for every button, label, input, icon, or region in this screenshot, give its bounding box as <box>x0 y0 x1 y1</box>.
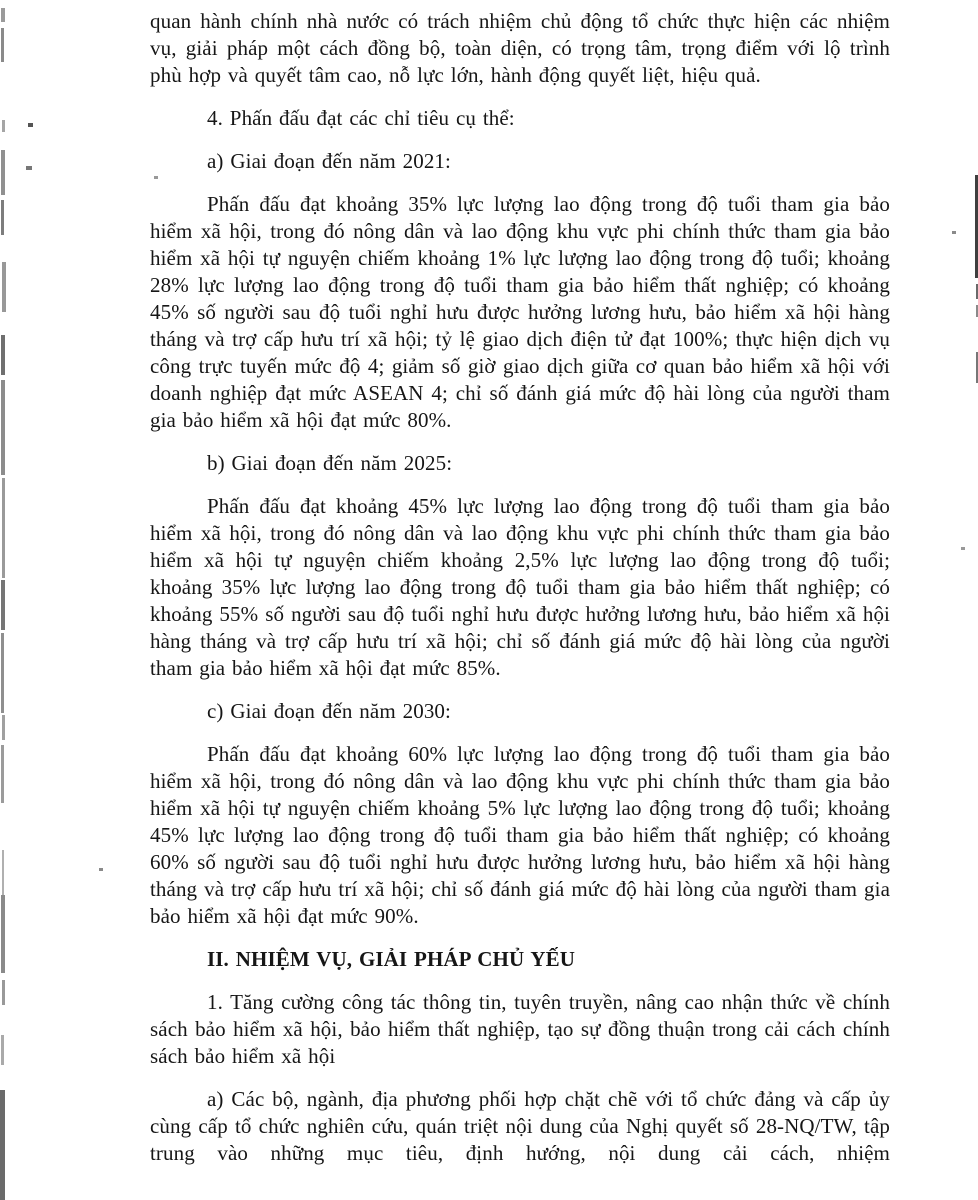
paragraph-intro-continuation: quan hành chính nhà nước có trách nhiệm chủ động tổ chức thực hiện các nhiệm vụ, giải pháp một cách đồng bộ, toàn diện, có trọng tâm, trọng điểm với lộ trình phù hợp và quyết tâm cao, nỗ lực lớn, hành động quyết liệt, hiệu quả. <box>150 9 890 87</box>
artifact-segment <box>2 478 5 578</box>
phase-2030-label: c) Giai đoạn đến năm 2030: <box>207 699 451 723</box>
phase-2025-body: Phấn đấu đạt khoảng 45% lực lượng lao động trong độ tuổi tham gia bảo hiểm xã hội, trong đó nông dân và lao động khu vực phi chính thức tham gia bảo hiểm xã hội tự nguyện chiếm khoảng 2,5% lực lượng lao động trong độ tuổi; khoảng 35% lực lượng lao động trong độ tuổi tham gia bảo hiểm thất nghiệp; có khoảng 55% số người sau độ tuổi nghỉ hưu được hưởng lương hưu, bảo hiểm xã hội hàng tháng và trợ cấp hưu trí xã hội; chỉ số đánh giá mức độ hài lòng của người tham gia bảo hiểm xã hội đạt mức 85%. <box>150 494 890 680</box>
artifact-segment <box>1 380 5 475</box>
artifact-segment <box>2 980 5 1005</box>
item-4-heading: 4. Phấn đấu đạt các chỉ tiêu cụ thể: <box>207 106 515 130</box>
phase-2021-body: Phấn đấu đạt khoảng 35% lực lượng lao động trong độ tuổi tham gia bảo hiểm xã hội, trong đó nông dân và lao động khu vực phi chính thức tham gia bảo hiểm xã hội tự nguyện chiếm khoảng 1% lực lượng lao động trong độ tuổi; khoảng 28% lực lượng lao động trong độ tuổi tham gia bảo hiểm thất nghiệp; có khoảng 45% số người sau độ tuổi nghỉ hưu được hưởng lương hưu, bảo hiểm xã hội hàng tháng và trợ cấp hưu trí xã hội; tỷ lệ giao dịch điện tử đạt 100%; thực hiện dịch vụ công trực tuyến mức độ 4; giảm số giờ giao dịch giữa cơ quan bảo hiểm xã hội với doanh nghiệp đạt mức ASEAN 4; chỉ số đánh giá mức độ hài lòng của người tham gia bảo hiểm xã hội đạt mức 80%. <box>150 192 890 432</box>
artifact-segment <box>0 1090 5 1200</box>
section-ii-heading: II. NHIỆM VỤ, GIẢI PHÁP CHỦ YẾU <box>207 947 575 971</box>
artifact-segment <box>1 8 5 22</box>
task-1-heading: 1. Tăng cường công tác thông tin, tuyên truyền, nâng cao nhận thức về chính sách bảo hiểm xã hội, bảo hiểm thất nghiệp, tạo sự đồng thuận trong cải cách chính sách bảo hiểm xã hội <box>150 990 890 1068</box>
artifact-segment <box>1 633 4 713</box>
artifact-segment <box>2 262 6 312</box>
artifact-speck <box>28 123 33 127</box>
artifact-segment <box>1 335 5 375</box>
artifact-segment <box>1 1035 4 1065</box>
artifact-segment <box>2 715 5 740</box>
artifact-segment <box>1 150 5 195</box>
artifact-speck <box>99 868 103 871</box>
artifact-segment <box>1 895 5 973</box>
document-text <box>150 8 890 1167</box>
phase-2021-label: a) Giai đoạn đến năm 2021: <box>207 149 451 173</box>
artifact-segment <box>2 120 5 132</box>
artifact-segment <box>1 580 5 630</box>
artifact-segment <box>1 200 4 235</box>
artifact-speck <box>961 547 965 550</box>
artifact-segment <box>1 745 4 803</box>
task-1a-body-cutoff: a) Các bộ, ngành, địa phương phối hợp chặt chẽ với tổ chức đảng và cấp ủy cùng cấp tổ chức nghiên cứu, quán triệt nội dung của Nghị quyết số 28-NQ/TW, tập trung vào những mục tiêu, định hướng, nội dung cải cách, nhiệm <box>150 1087 890 1165</box>
artifact-speck <box>26 166 32 170</box>
artifact-speck <box>952 231 956 234</box>
phase-2025-label: b) Giai đoạn đến năm 2025: <box>207 451 453 475</box>
artifact-segment <box>1 28 4 62</box>
phase-2030-body: Phấn đấu đạt khoảng 60% lực lượng lao động trong độ tuổi tham gia bảo hiểm xã hội, trong đó nông dân và lao động khu vực phi chính thức tham gia bảo hiểm xã hội tự nguyện chiếm khoảng 5% lực lượng lao động trong độ tuổi; khoảng 45% lực lượng lao động trong độ tuổi tham gia bảo hiểm thất nghiệp; có khoảng 60% số người sau độ tuổi nghỉ hưu được hưởng lương hưu, bảo hiểm xã hội hàng tháng và trợ cấp hưu trí xã hội; chỉ số đánh giá mức độ hài lòng của người tham gia bảo hiểm xã hội đạt mức 90%. <box>150 742 890 928</box>
